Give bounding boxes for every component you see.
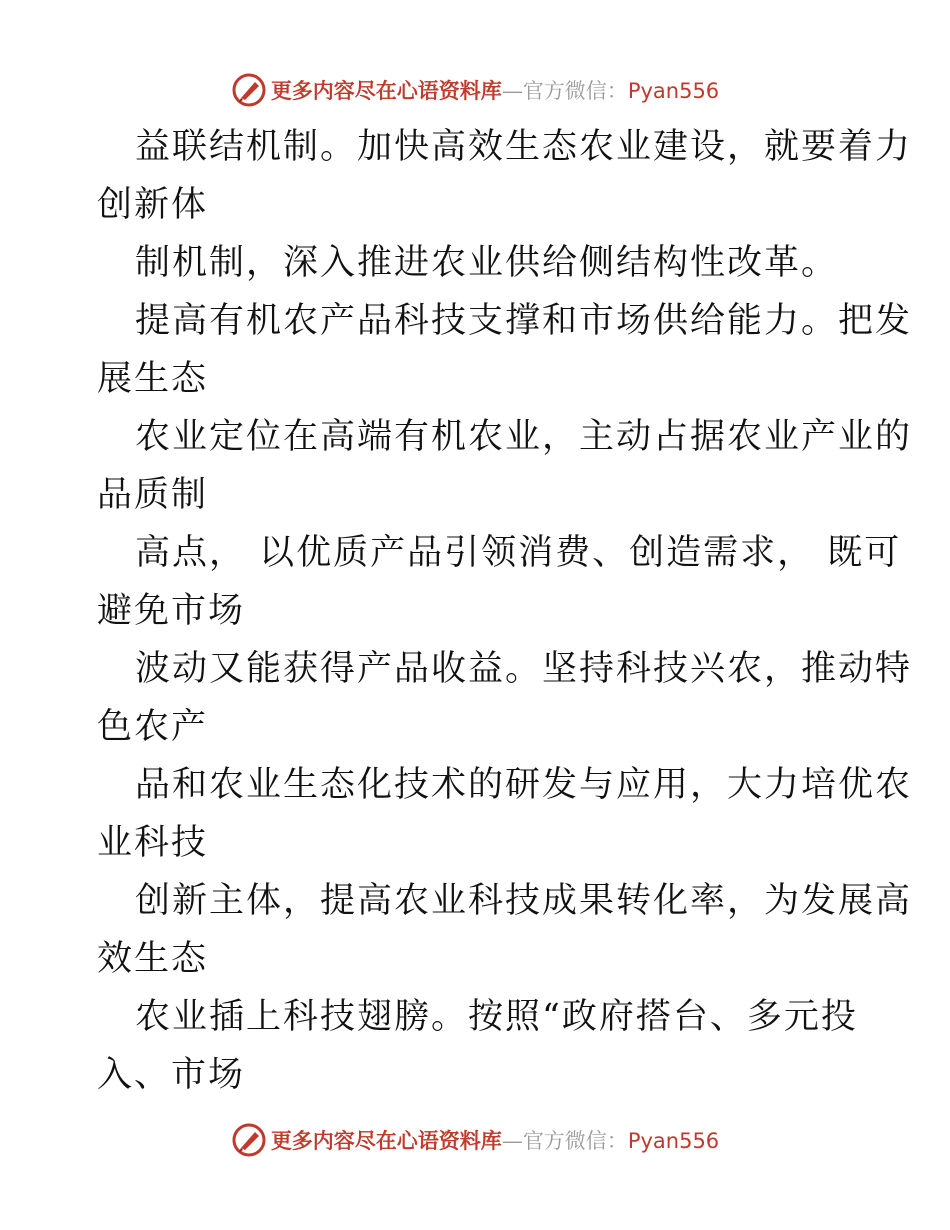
watermark-text: 更多内容尽在心语资料库—官方微信：Pyan556 bbox=[270, 1128, 720, 1153]
pen-logo-icon bbox=[231, 1122, 267, 1158]
text-line: 高点， 以优质产品引领消费、创造需求， 既可 bbox=[135, 533, 902, 573]
watermark-text: 更多内容尽在心语资料库—官方微信：Pyan556 bbox=[270, 78, 720, 103]
text-line: 创新体 bbox=[97, 185, 209, 225]
text-line: 入、市场 bbox=[97, 1055, 246, 1095]
text-line: 波动又能获得产品收益。坚持科技兴农，推动特 bbox=[135, 649, 913, 689]
text-line: 避免市场 bbox=[97, 591, 246, 631]
text-line: 展生态 bbox=[97, 359, 209, 399]
text-line: 益联结机制。加快高效生态农业建设，就要着力 bbox=[135, 127, 913, 167]
text-line: 创新主体，提高农业科技成果转化率，为发展高 bbox=[135, 881, 913, 921]
text-line: 品和农业生态化技术的研发与应用，大力培优农 bbox=[135, 765, 913, 805]
document-body bbox=[97, 118, 913, 1104]
text-line: 农业定位在高端有机农业，主动占据农业产业的 bbox=[135, 417, 913, 457]
footer-watermark bbox=[0, 1120, 950, 1160]
header-watermark bbox=[0, 70, 950, 110]
pen-logo-icon bbox=[231, 72, 267, 108]
text-line: 效生态 bbox=[97, 939, 209, 979]
text-line: 品质制 bbox=[97, 475, 209, 515]
text-line: 提高有机农产品科技支撑和市场供给能力。把发 bbox=[135, 301, 913, 341]
text-line: 制机制，深入推进农业供给侧结构性改革。 bbox=[135, 243, 839, 283]
text-line: 农业插上科技翅膀。按照“政府搭台、多元投 bbox=[135, 997, 858, 1037]
text-line: 业科技 bbox=[97, 823, 209, 863]
text-line: 色农产 bbox=[97, 707, 209, 747]
